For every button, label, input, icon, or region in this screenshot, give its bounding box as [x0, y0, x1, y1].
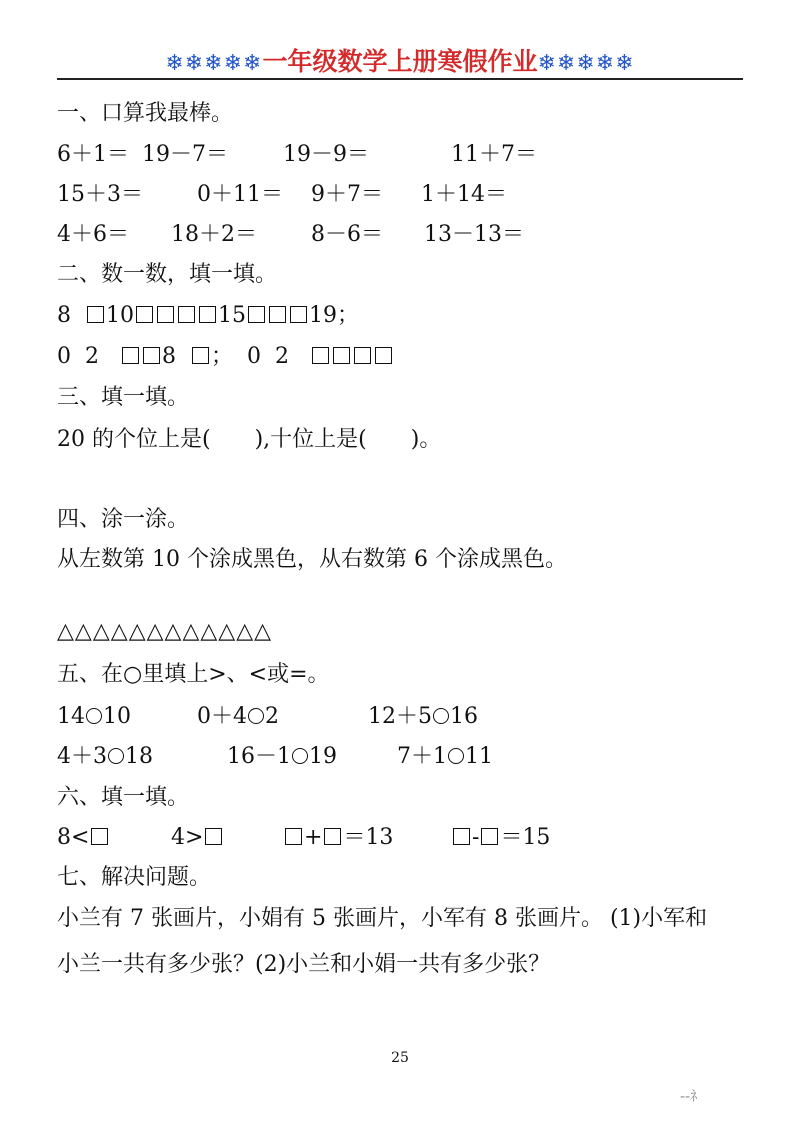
triangle-icon[interactable]: △	[218, 619, 236, 644]
s6-q4-operator: -	[472, 825, 480, 850]
s6-q3-result: ＝13	[343, 825, 394, 850]
triangle-icon[interactable]: △	[164, 619, 182, 644]
compare-item	[57, 702, 131, 732]
seq1-number: 10	[106, 303, 134, 328]
compare-circle[interactable]	[108, 748, 124, 764]
triangle-icon[interactable]: △	[236, 619, 254, 644]
s6-q4	[451, 823, 550, 853]
s3-text-part-2: ),十位上是(	[254, 427, 367, 452]
compare-item	[197, 702, 279, 732]
triangle-icon[interactable]: △	[200, 619, 218, 644]
compare-circle[interactable]	[86, 708, 102, 724]
blank-box[interactable]	[192, 347, 209, 364]
s7-problem-line-2: 小兰一共有多少张？(2)小兰和小娟一共有多少张？	[57, 952, 551, 977]
seq1-end-mark: ；	[337, 303, 360, 328]
page-number: 25	[391, 1050, 409, 1066]
compare-right: 11	[465, 744, 493, 769]
section-5-title: 五、在○里填上>、<或=。	[57, 662, 330, 687]
s1-r1-c2: 19－7＝	[142, 142, 228, 167]
s1-r3-c3: 8－6＝	[311, 222, 383, 247]
s7-problem	[57, 896, 757, 988]
s1-r2-c4: 1＋14＝	[421, 182, 507, 207]
blank-box[interactable]	[481, 828, 498, 845]
compare-item	[397, 742, 493, 772]
s1-r1-c4: 11＋7＝	[451, 142, 537, 167]
s3-question	[57, 425, 441, 455]
seq2-number: 2	[275, 344, 289, 369]
s1-r3-c1: 4＋6＝	[57, 222, 129, 247]
triangle-icon[interactable]: △	[92, 619, 110, 644]
compare-left: 7＋1	[397, 744, 447, 769]
blank-box[interactable]	[333, 347, 350, 364]
s2-sequence-2	[57, 342, 394, 372]
seq2-number: 8	[161, 344, 176, 369]
seq1-number: 8	[57, 303, 71, 328]
compare-circle[interactable]	[248, 708, 264, 724]
compare-circle[interactable]	[433, 708, 449, 724]
seq2-number: 0	[247, 344, 261, 369]
compare-circle[interactable]	[448, 748, 464, 764]
blank-box[interactable]	[199, 306, 216, 323]
compare-right: 16	[450, 704, 478, 729]
blank-box[interactable]	[157, 306, 174, 323]
seq1-number: 15	[218, 303, 246, 328]
blank-box[interactable]	[453, 828, 470, 845]
s3-text-part-3: )。	[410, 427, 442, 452]
snowflake-icon-group-right: ❄❄❄❄❄	[537, 51, 635, 76]
compare-left: 4＋3	[57, 744, 107, 769]
blank-box[interactable]	[91, 828, 108, 845]
blank-box[interactable]	[136, 306, 153, 323]
header-divider	[57, 78, 743, 80]
blank-box[interactable]	[87, 306, 104, 323]
blank-box[interactable]	[324, 828, 341, 845]
s4-instruction: 从左数第 10 个涂成黑色，从右数第 6 个涂成黑色。	[57, 547, 567, 572]
compare-left: 0＋4	[197, 704, 247, 729]
seq2-number: 0	[57, 344, 71, 369]
watermark: --ﾈ	[680, 1089, 698, 1105]
s1-r3-c4: 13－13＝	[424, 222, 524, 247]
section-7-title: 七、解决问题。	[57, 865, 212, 890]
s1-r3-c2: 18＋2＝	[171, 222, 257, 247]
s1-r2-c3: 9＋7＝	[311, 182, 383, 207]
blank-box[interactable]	[248, 306, 265, 323]
s6-q2-text: 4>	[171, 825, 204, 850]
compare-right: 10	[103, 704, 131, 729]
blank-box[interactable]	[143, 347, 160, 364]
worksheet-title	[0, 42, 800, 78]
seq1-number: 19	[309, 303, 337, 328]
seq2-separator: ；	[210, 344, 233, 369]
compare-left: 12＋5	[368, 704, 432, 729]
s1-r1-c3: 19－9＝	[283, 142, 369, 167]
seq2-number: 2	[85, 344, 99, 369]
compare-right: 19	[309, 744, 337, 769]
title-text: 一年级数学上册寒假作业	[262, 47, 538, 76]
s1-r1-c1: 6＋1＝	[57, 142, 129, 167]
triangle-row	[57, 619, 272, 644]
compare-item	[227, 742, 337, 772]
s3-text-part-1: 20 的个位上是(	[57, 427, 211, 452]
compare-item	[57, 742, 153, 772]
section-1-title: 一、口算我最棒。	[57, 101, 234, 126]
triangle-icon[interactable]: △	[110, 619, 128, 644]
compare-left: 14	[57, 704, 85, 729]
s7-problem-line-1: 小兰有 7 张画片，小娟有 5 张画片，小军有 8 张画片。 (1)小军和	[57, 906, 708, 931]
s6-q3-operator: +	[304, 825, 323, 850]
section-6-title: 六、填一填。	[57, 785, 190, 810]
section-4-title: 四、涂一涂。	[57, 507, 190, 532]
blank-box[interactable]	[285, 828, 302, 845]
s1-r2-c2: 0＋11＝	[197, 182, 283, 207]
blank-box[interactable]	[375, 347, 392, 364]
compare-circle[interactable]	[292, 748, 308, 764]
triangle-icon[interactable]: △	[182, 619, 200, 644]
compare-left: 16－1	[227, 744, 291, 769]
triangle-icon[interactable]: △	[146, 619, 164, 644]
s6-q4-result: ＝15	[500, 825, 551, 850]
s1-r2-c1: 15＋3＝	[57, 182, 143, 207]
triangle-icon[interactable]: △	[128, 619, 146, 644]
blank-box[interactable]	[122, 347, 139, 364]
blank-box[interactable]	[178, 306, 195, 323]
s6-q2	[171, 823, 224, 853]
triangle-icon[interactable]: △	[57, 619, 74, 644]
s6-q1	[57, 823, 110, 853]
compare-right: 2	[265, 704, 279, 729]
section-2-title: 二、数一数，填一填。	[57, 262, 278, 287]
blank-box[interactable]	[205, 828, 222, 845]
compare-right: 18	[125, 744, 153, 769]
triangle-icon[interactable]: △	[254, 619, 272, 644]
blank-box[interactable]	[290, 306, 307, 323]
s6-q1-text: 8<	[57, 825, 90, 850]
blank-box[interactable]	[312, 347, 329, 364]
s2-sequence-1	[57, 301, 359, 331]
section-3-title: 三、填一填。	[57, 385, 190, 410]
blank-box[interactable]	[269, 306, 286, 323]
compare-item	[368, 702, 478, 732]
triangle-icon[interactable]: △	[74, 619, 92, 644]
snowflake-icon-group-left: ❄❄❄❄❄	[165, 51, 263, 76]
blank-box[interactable]	[354, 347, 371, 364]
s6-q3	[283, 823, 393, 853]
